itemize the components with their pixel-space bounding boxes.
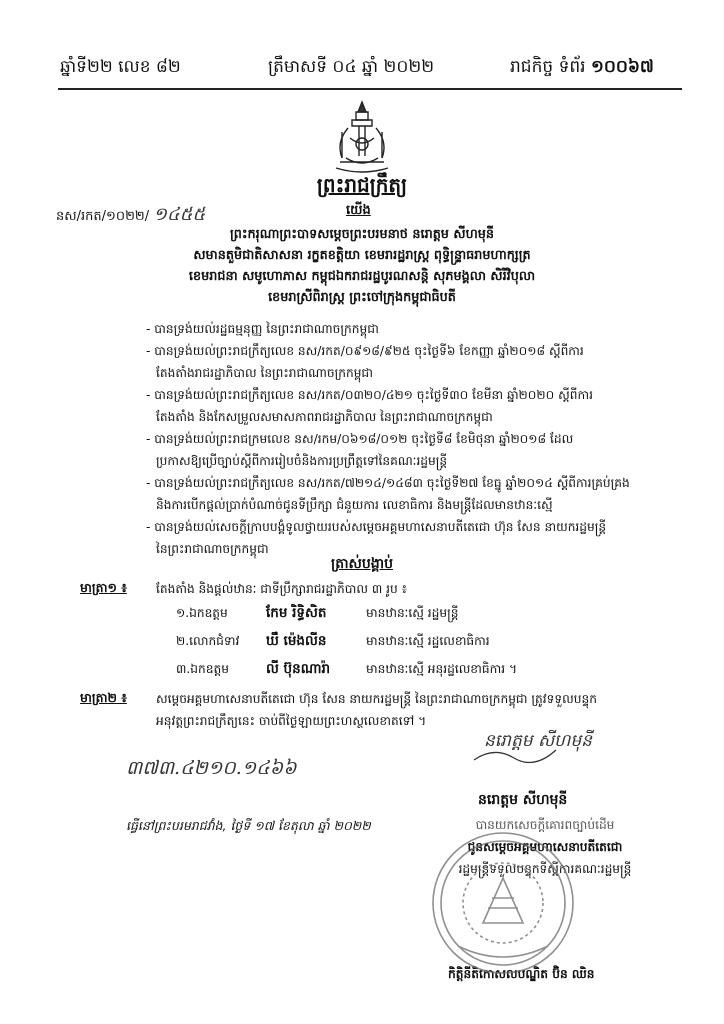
preamble-item: - បានទ្រង់យល់ព្រះរាជក្រឹត្យលេខ នស/រកត/០៣២០/៤២១ ចុះថ្ងៃទី៣០ ខែមីនា ឆ្នាំ២០២០ ស្ដីពីការ តែងតាំង និងកែសម្រួលសមាសភាពរាជរដ្ឋាភិបាល នៃព្រះរាជាណាចក្រកម្ពុជា [146,388,593,424]
royal-titles [0,224,724,308]
appointee-name: កែម រិទ្ធិសិត [266,605,327,621]
preamble-item: - បានទ្រង់យល់ព្រះរាជក្រឹត្យលេខ នស/រកត/៧២១៤/១៤៨៣ ចុះថ្ងៃទី២៧ ខែធ្នូ ឆ្នាំ២០១៤ ស្ដីពីការគ្រប់គ្រង និងការបើកផ្ដល់ប្រាក់បំណាច់ជូនទីប្រឹក្សា ជំនួយការ លេខាធិការ និងមន្ត្រីដែលមានឋានៈស្មើ [146,476,630,512]
reference-handwritten: ១៤៥៥ [153,204,206,225]
we-heading: យើង [346,203,371,218]
page-label: រាជកិច្ច ទំព័រ [510,57,586,77]
royal-title-line: ព្រះករុណាព្រះបាទសម្ដេចព្រះបរមនាថ នរោត្តម សីហមុនី [229,227,495,242]
place-date: ធ្វើនៅព្រះបរមរាជវាំង, ថ្ងៃទី ១៧ ខែតុលា ឆ្នាំ ២០២២ [126,818,371,833]
countersigner-name: កិត្តិនីតិកោសលបណ្ឌិត ប៊ិន ឈិន [448,967,595,981]
countersign-line: រដ្ឋមន្ត្រីទទួលបន្ទុកទីស្ដីការគណៈរដ្ឋមន្ត្រី [458,862,632,876]
royal-title-line: សមានតួមិជាតិសាសនា រក្ខតខត្តិយា ខេមរារដ្ឋរាស្ត្រ ពុទ្ធិន្ទ្រាធរាមហាក្សត្រ [193,248,531,263]
official-seal-icon [428,828,578,978]
article2-label: មាត្រា២ ៖ [80,690,127,705]
article2-text: សម្ដេចអគ្គមហាសេនាបតីតេជោ ហ៊ុន សែន នាយករដ្ឋមន្ត្រី នៃព្រះរាជាណាចក្រកម្ពុជា ត្រូវទទួលបន្ទុក អនុវត្តព្រះរាជក្រឹត្យនេះ ចាប់ពីថ្ងៃឡាយព្រះហស្ថលេខាតទៅ ។ [156,692,597,728]
preamble-item: - បានទ្រង់យល់ព្រះរាជក្រឹត្យលេខ នស/រកត/០៩១៨/៩២៥ ចុះថ្ងៃទី៦ ខែកញ្ញា ឆ្នាំ២០១៨ ស្ដីពីការ តែងតាំងរាជរដ្ឋាភិបាល នៃព្រះរាជាណាចក្រកម្ពុជា [146,344,584,380]
preamble-item: - បានទ្រង់យល់រដ្ឋធម្មនុញ្ញ នៃព្រះរាជាណាចក្រកម្ពុជា [146,322,379,336]
appointee-name: លី ប៊ុនណារ៉ា [266,661,331,677]
gazette-date: ត្រឹមាសទី ០៤ ឆ្នាំ ២០២២ [268,57,435,77]
handwritten-reference: ៣៧៣.៤២១០.១៤៦៦ [126,757,297,779]
preamble-item: - បានទ្រង់យល់ព្រះរាជក្រមលេខ នស/រកម/០៦១៨/០១២ ចុះថ្ងៃទី៨ ខែមិថុនា ឆ្នាំ២០១៨ ដែល ប្រកាសឱ្យប្រើច្បាប់ស្ដីពីការរៀបចំនិងការប្រព្រឹត្តទៅនៃគណៈរដ្ឋមន្ត្រី [146,432,574,468]
appointee-name: ឃឹ ម៉េងលីន [266,633,327,649]
decree-title: ព្រះរាជក្រឹត្យ [316,173,408,197]
article1-label: មាត្រា១ ៖ [80,580,127,595]
preamble-list [146,318,630,560]
gazette-issue: ឆ្នាំទី២២ លេខ ៨២ [60,57,181,77]
royal-title-line: ខេមរាស្រីពិរាស្ត្រ ព្រះចៅក្រុងកម្ពុជាធិបតី [268,290,456,305]
countersign-line: បានយកសេចក្ដីគោរពច្បាប់ដើម [475,818,615,832]
royal-signature: នរោត្តម សីហមុនី [484,731,592,751]
signature-stroke-icon [470,742,560,768]
preamble-item: - បានទ្រង់យល់សេចក្ដីក្រាបបង្គំទូលថ្វាយរបស់សម្ដេចអគ្គមហាសេនាបតីតេជោ ហ៊ុន សែន នាយករដ្ឋមន្ត្រី នៃព្រះរាជាណាចក្រកម្ពុជា [146,520,607,556]
decree-heading: ត្រាស់បង្គាប់ [331,556,393,572]
article1-text: តែងតាំង និងផ្ដល់ឋានៈ ជាទីប្រឹក្សារាជរដ្ឋាភិបាល ៣ រូប ៖ [156,582,407,596]
page-number: ១០០៦៧ [590,57,654,77]
header-divider [58,88,682,90]
signer-name: នរោត្តម សីហមុនី [478,792,568,808]
royal-emblem-icon [326,98,398,174]
countersign-line: ជូនសម្ដេចអគ្គមហាសេនាបតីតេជោ [467,840,623,854]
reference-prefix: នស/រកត/១០២២/ [56,209,150,224]
royal-title-line: ខេមរាជនា សមូហោភាស កម្ពុជឯករាជរដ្ឋបូរណសន្តិ សុភមង្គលា សិរីវិបុលា [188,269,536,284]
gazette-page [510,56,654,81]
